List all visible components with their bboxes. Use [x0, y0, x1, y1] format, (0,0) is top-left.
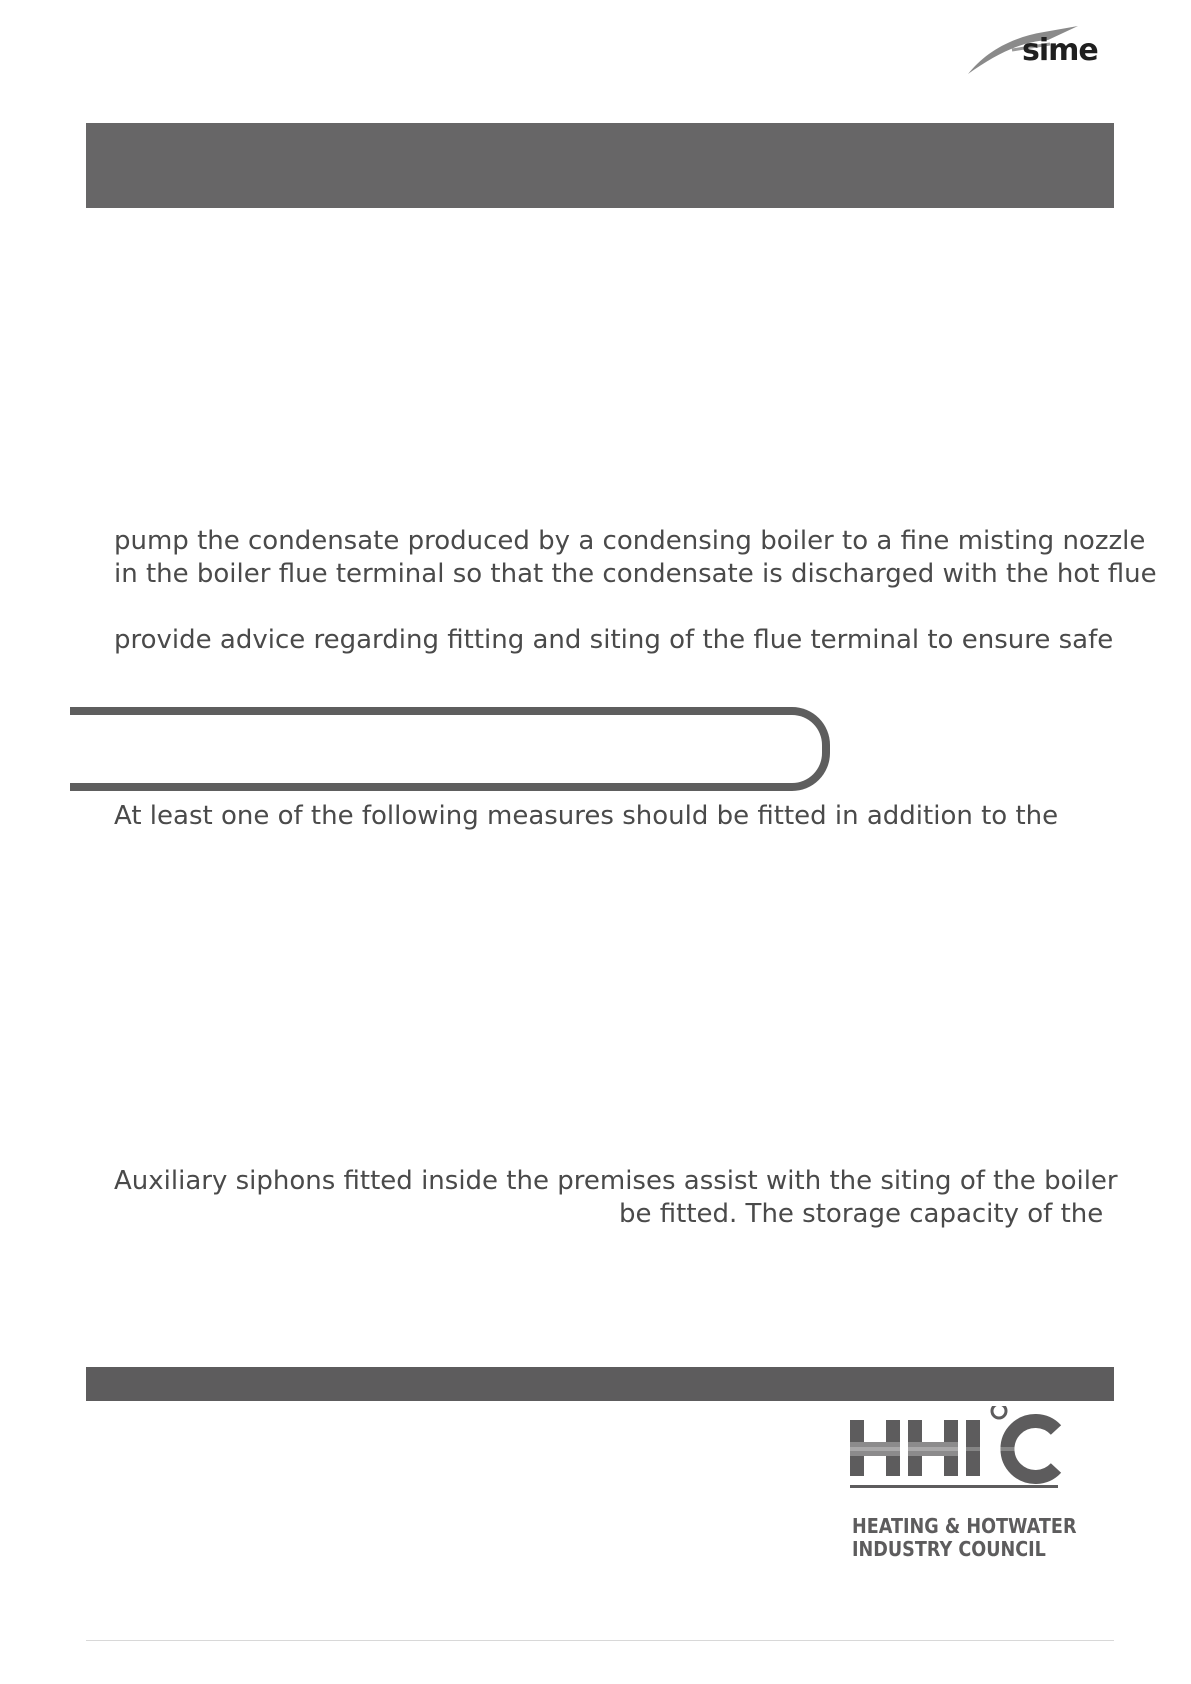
paragraph-flue-advice [114, 624, 1113, 657]
paragraph-line: Auxiliary siphons fitted inside the premises assist with the siting of the boiler [114, 1166, 1118, 1196]
header-bar [86, 123, 1114, 208]
hhic-caption-line: INDUSTRY COUNCIL [852, 1537, 1046, 1561]
paragraph-line: pump the condensate produced by a condensing boiler to a fine misting nozzle [114, 526, 1146, 556]
paragraph-line: be fitted. The storage capacity of the [619, 1199, 1104, 1229]
paragraph-auxiliary-siphons [114, 1165, 1118, 1231]
paragraph-line: At least one of the following measures should be fitted in addition to the [114, 801, 1059, 831]
paragraph-condensate-pump [114, 525, 1157, 591]
sime-logo [966, 20, 1116, 76]
paragraph-measures [114, 800, 1058, 833]
section-bar [86, 1367, 1114, 1401]
footer-divider [86, 1640, 1114, 1641]
hhic-caption-line: HEATING & HOTWATER [852, 1514, 1077, 1538]
hhic-caption [852, 1515, 1076, 1561]
callout-frame [70, 707, 830, 791]
sime-logo-text: sime [1022, 33, 1098, 68]
paragraph-line: provide advice regarding fitting and siting of the flue terminal to ensure safe [114, 625, 1114, 655]
paragraph-line: in the boiler flue terminal so that the condensate is discharged with the hot flue [114, 559, 1157, 589]
